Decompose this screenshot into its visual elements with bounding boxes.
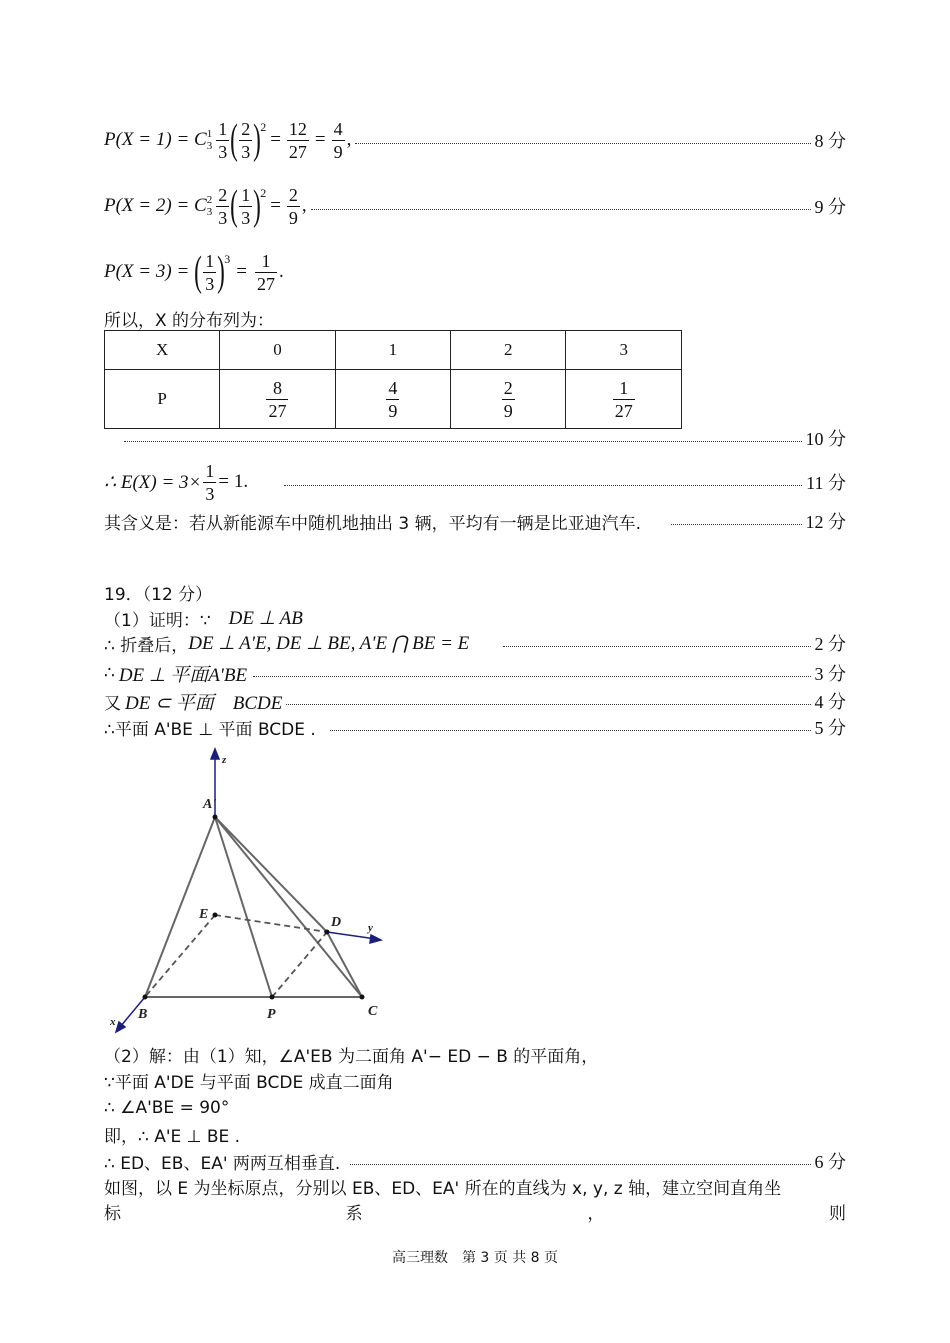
- expectation-rhs: = 1.: [218, 471, 249, 492]
- table-cell: 0: [220, 331, 336, 370]
- z-arrow-icon: [211, 749, 219, 759]
- leader-dots: [671, 524, 801, 525]
- label-D: D: [331, 915, 342, 930]
- table-cell: $\frac{8}{27}$: [220, 370, 336, 429]
- meaning-text: 其含义是：若从新能源车中随机地抽出 3 辆，平均有一辆是比亚迪汽车.: [104, 513, 642, 534]
- prob-x1-lhs: P(X = 1) = C: [104, 129, 207, 150]
- score-6: 6 分: [814, 1152, 846, 1172]
- part2-l3: ∴ ∠A'BE = 90°: [104, 1098, 230, 1118]
- frac: $\frac{1}{3}$: [218, 118, 228, 162]
- table-cell: 1: [335, 331, 450, 370]
- expectation-line: [104, 460, 846, 504]
- page-footer: 高三理数 第 3 页 共 8 页: [391, 1250, 559, 1266]
- part2-l5: ∴ ED、EB、EA' 两两互相垂直. 6 分: [104, 1147, 846, 1175]
- score-10: 10 分: [805, 429, 846, 449]
- edge-AP: [215, 817, 272, 997]
- part2-l4: 即，∴ A'E ⊥ BE .: [104, 1126, 241, 1147]
- q19-p1-e: [104, 713, 846, 741]
- prob-x2-line: P(X = 2) = C 2 3 $\frac{2}{3}$ ( $\frac{1}{3}$ ) 2 = $\frac{2}{9}$ , 9 分: [104, 183, 846, 229]
- score-11: 11 分: [806, 473, 846, 493]
- score-4: 4 分: [814, 692, 846, 712]
- table-row: [105, 331, 682, 370]
- score-10-line: [120, 424, 846, 452]
- part2-l7: 标 系 ， 则: [104, 1203, 846, 1224]
- score-3: 3 分: [814, 664, 846, 684]
- leader-dots: [253, 676, 810, 677]
- math-expr: DE ⊥ AB: [228, 607, 303, 629]
- frac: $\frac{1}{3}$: [241, 184, 251, 228]
- dist-intro: 所以，X 的分布列为：: [104, 311, 275, 331]
- q19-p1-d: 又 DE ⊂ 平面 BCDE 4 分: [104, 687, 846, 715]
- math-expr: DE ⊂ 平面 BCDE: [125, 692, 283, 714]
- table-cell: $\frac{1}{27}$: [566, 370, 682, 429]
- leader-dots: [350, 1164, 810, 1165]
- edge-AC: [215, 817, 362, 997]
- power: 2: [260, 120, 267, 134]
- table-row: [105, 370, 682, 429]
- edge-AD: [215, 817, 327, 932]
- y-arrow-icon: [370, 935, 381, 943]
- part2-l6: 如图，以 E 为坐标原点，分别以 EB、ED、EA' 所在的直线为 x, y, z 轴，建立空间直角坐: [104, 1178, 782, 1199]
- part2-l1: （2）解：由（1）知，∠A'EB 为二面角 A'− ED − B 的平面角，: [104, 1046, 599, 1067]
- geometry-figure: [100, 745, 400, 1035]
- q19-title: 19．（12 分）: [104, 585, 213, 605]
- expectation-lhs: ∴ E(X) = 3×: [104, 471, 202, 493]
- prob-x3-lhs: P(X = 3) =: [104, 261, 190, 282]
- leader-dots: [311, 209, 811, 210]
- math-expr: DE ⊥ 平面A'BE: [118, 664, 248, 686]
- leader-dots: [330, 730, 811, 731]
- leader-dots: [286, 704, 810, 705]
- label-E: E: [199, 907, 209, 922]
- edge-PD: [272, 932, 327, 997]
- label-C: C: [368, 1004, 378, 1019]
- leader-dots: [284, 485, 802, 486]
- label-P: P: [267, 1007, 276, 1022]
- frac: $\frac{4}{9}$: [333, 118, 343, 162]
- frac: $\frac{1}{27}$: [256, 250, 275, 294]
- math-expr: DE ⊥ A'E, DE ⊥ BE, A'E ⋂ BE = E: [188, 632, 470, 654]
- edge-DC: [327, 932, 362, 997]
- label-A: A': [203, 797, 217, 812]
- score-2: 2 分: [814, 634, 846, 654]
- label-B: B: [138, 1007, 148, 1022]
- prob-x1-line: P(X = 1) = C 1 3 $\frac{1}{3}$ ( $\frac{2}{3}$ ) 2 = $\frac{12}{27}$ = $\frac{4}{9}$ , 8 分: [104, 117, 846, 163]
- edge-ED: [215, 915, 327, 932]
- score-5: 5 分: [814, 718, 846, 738]
- leader-dots: [124, 441, 802, 442]
- edge-EB: [145, 915, 215, 997]
- score-9: 9 分: [814, 197, 846, 217]
- comb-sup: 1: [206, 128, 213, 140]
- frac: $\frac{1}{3}$: [205, 460, 215, 504]
- table-cell: P: [105, 370, 220, 429]
- table-cell: 3: [566, 331, 682, 370]
- prob-x3-line: P(X = 3) = ( $\frac{1}{3}$ ) 3 = $\frac{1}{27}$ .: [104, 249, 284, 295]
- frac: $\frac{1}{3}$: [205, 250, 215, 294]
- frac: $\frac{12}{27}$: [288, 118, 307, 162]
- label-x: x: [110, 1016, 116, 1028]
- part2-l2: ∵平面 A'DE 与平面 BCDE 成直二面角: [104, 1072, 394, 1093]
- table-cell: 2: [451, 331, 566, 370]
- score-12: 12 分: [805, 512, 846, 532]
- q19-p1-c: ∴ DE ⊥ 平面A'BE 3 分: [104, 659, 846, 687]
- comb-sub: 3: [206, 140, 213, 152]
- label-z: z: [222, 754, 227, 766]
- score-8: 8 分: [814, 131, 846, 151]
- distribution-table: [104, 330, 682, 429]
- table-cell: X: [105, 331, 220, 370]
- meaning-line: [104, 507, 846, 535]
- frac: $\frac{2}{9}$: [288, 184, 298, 228]
- math-expr: ∴平面 A'BE ⊥ 平面 BCDE .: [104, 719, 316, 740]
- q19-p1-b: ∴ 折叠后， DE ⊥ A'E, DE ⊥ BE, A'E ⋂ BE = E 2 分: [104, 629, 846, 657]
- leader-dots: [355, 143, 810, 144]
- frac: $\frac{2}{3}$: [218, 184, 228, 228]
- label-y: y: [368, 922, 373, 934]
- leader-dots: [503, 646, 810, 647]
- prob-x2-lhs: P(X = 2) = C: [104, 195, 207, 216]
- table-cell: $\frac{4}{9}$: [335, 370, 450, 429]
- frac: $\frac{2}{3}$: [241, 118, 251, 162]
- table-cell: $\frac{2}{9}$: [451, 370, 566, 429]
- q19-p1-a: （1）证明：∵ DE ⊥ AB: [104, 607, 303, 631]
